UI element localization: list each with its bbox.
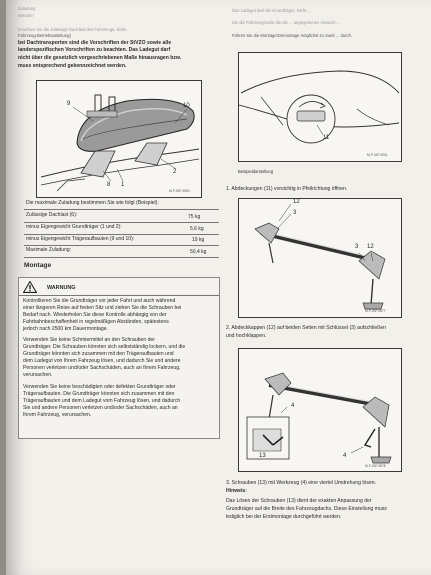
warning-line: Bedarf nach. Wiederholen Sie diese Kontrolle abhängig von der <box>23 312 167 318</box>
label-3: 3 <box>355 244 359 250</box>
label-10: 10 <box>183 103 190 109</box>
table-intro: Die maximale Zuladung bestimmen Sie wie folgt (Beispiel): <box>26 200 159 206</box>
manual-page <box>6 0 431 575</box>
figure-screws-tool <box>238 348 402 472</box>
hint-line: Das Lösen der Schrauben (13) dient der exakten Anpassung der <box>226 498 372 504</box>
right-faded-line-2: Sie die Fahrzeugmaße die die ... angegebenen Gewicht ... <box>232 20 341 25</box>
step-1: 1. Abdeckungen (11) vorsichtig in Pfeilrichtung öffnen. <box>226 186 348 192</box>
label-9: 9 <box>67 101 71 107</box>
label-2: 2 <box>173 169 177 175</box>
warning-line: Verwenden Sie keine Schmiermittel an den Schrauben der <box>23 337 155 343</box>
figure-carrier-caps <box>238 198 402 318</box>
hint-line: Grundträger auf die Breite des Fahrzeugdachs. Diese Einstellung muss <box>226 506 387 512</box>
warning-line: dem Ladegut von Ihrem Fahrzeug lösen, und dadurch Sie und andere <box>23 358 181 364</box>
right-faded-line-1: Das Ladegut darf die Grundträger, Nicht ... <box>232 8 311 13</box>
left-faded-line-2: Wenden <box>18 13 34 18</box>
section-title: Montage <box>24 262 52 269</box>
table-row-label: Maximale Zuladung: <box>26 247 72 253</box>
table-row-value: 50,4 kg <box>190 249 207 255</box>
figure-code: M-P-03F-9878 <box>365 464 386 468</box>
warning-box <box>18 277 220 439</box>
left-faded-line-1: Zuladung <box>18 6 36 11</box>
figure-roof-cover <box>238 52 402 162</box>
left-faded-line-4: Fahrzeug-Betriebsanleitung) <box>18 33 71 38</box>
carrier-caps-drawing <box>239 199 401 317</box>
table-row-value: 5,6 kg <box>190 226 204 232</box>
fig-caption: Beispieldarstellung <box>238 169 274 174</box>
table-row-label: Zulässige Dachlast (6): <box>26 212 78 218</box>
regulation-line-3: nicht über die gesetzlich vorgeschriebenen Maße hinausragen bzw. <box>18 55 182 61</box>
warning-line: jedoch nach 2500 km Dauermontage. <box>23 326 108 332</box>
regulation-line-1: bei Dachtransporten sind die Vorschriften der StVZO sowie alle <box>18 40 172 46</box>
step-2-line-1: 2. Abdeckkappen (12) auf beiden Seiten mit Schlüssel (3) aufschließen <box>226 325 386 331</box>
label-11: 11 <box>323 135 330 141</box>
label-8: 8 <box>107 182 111 188</box>
figure-roof-box <box>36 80 202 198</box>
warning-line: Kontrollieren Sie die Grundträger vor jeder Fahrt und auch während <box>23 298 176 304</box>
left-faded-line-3: beachten Sie die zulässige Dachlast des Fahrzeugs, siehe <box>18 27 127 32</box>
roof-box-drawing <box>37 81 201 197</box>
warning-line: verursachen. <box>23 372 53 378</box>
warning-line: Verwenden Sie keine beschädigten oder defekten Grundträger oder <box>23 384 176 390</box>
label-4: 4 <box>291 403 295 409</box>
label-3: 3 <box>293 210 297 216</box>
warning-title: WARNUNG <box>47 285 76 291</box>
right-faded-line-3: Führen Sie die Montage/Demontage möglichst zu zweit ... durch. <box>232 33 353 38</box>
hint-title: Hinweis: <box>226 488 247 494</box>
warning-line: Trägeraufbauten. Die Grundträger könnten sich zusammen mit den <box>23 391 175 397</box>
label-13: 13 <box>259 453 266 459</box>
warning-line: Ihrem Fahrzeug, verursachen. <box>23 412 92 418</box>
roof-cover-drawing <box>239 53 401 161</box>
step-3: 3. Schrauben (13) mit Werkzeug (4) eine viertel Umdrehung lösen. <box>226 480 376 486</box>
step-2-line-2: und hochklappen. <box>226 333 267 339</box>
table-row-label: minus Eigengewicht Trägeraufbauten (9 und 10): <box>26 236 135 242</box>
warning-line: Fahrbahnbeschaffenheit in regelmäßigen Abständen, spätestens <box>23 319 169 325</box>
warning-triangle-icon <box>23 281 37 293</box>
warning-line: Personen verletzen und/oder Sachschäden, auch an Ihrem Fahrzeug, <box>23 365 181 371</box>
label-1: 1 <box>121 182 125 188</box>
figure-code: M-P-03F-9500 <box>169 189 190 193</box>
hint-line: lediglich bei der Erstmontage durchgeführt werden. <box>226 514 342 520</box>
label-12: 12 <box>367 244 374 250</box>
warning-line: einer längeren Reise auf festen Sitz und ziehen Sie die Schrauben bei <box>23 305 182 311</box>
table-row-label: minus Eigengewicht Grundträger (1 und 2): <box>26 224 122 230</box>
warning-line: Grundträger. Die Schrauben könnten sich selbstständig lockern, und die <box>23 344 186 350</box>
label-4: 4 <box>343 453 347 459</box>
warning-line: Grundträger könnten sich zusammen mit den Trägeraufbauten und <box>23 351 174 357</box>
table-row-value: 19 kg <box>192 237 205 243</box>
regulation-line-4: muss entsprechend gekennzeichnet werden. <box>18 63 127 69</box>
figure-code: M-P-03F-9877 <box>365 309 386 313</box>
label-12: 12 <box>293 199 300 205</box>
warning-line: Sie und andere Personen verletzen und/oder Sachschäden, auch an <box>23 405 178 411</box>
warning-line: Trägeraufbauten und dem Ladegut vom Fahrzeug lösen, und dadurch <box>23 398 181 404</box>
figure-code: M-P-03F-9201 <box>367 153 388 157</box>
table-row-value: 75 kg <box>188 214 201 220</box>
regulation-line-2: landerspezifischen Vorschriften zu beachten. Das Ladegut darf <box>18 47 171 53</box>
